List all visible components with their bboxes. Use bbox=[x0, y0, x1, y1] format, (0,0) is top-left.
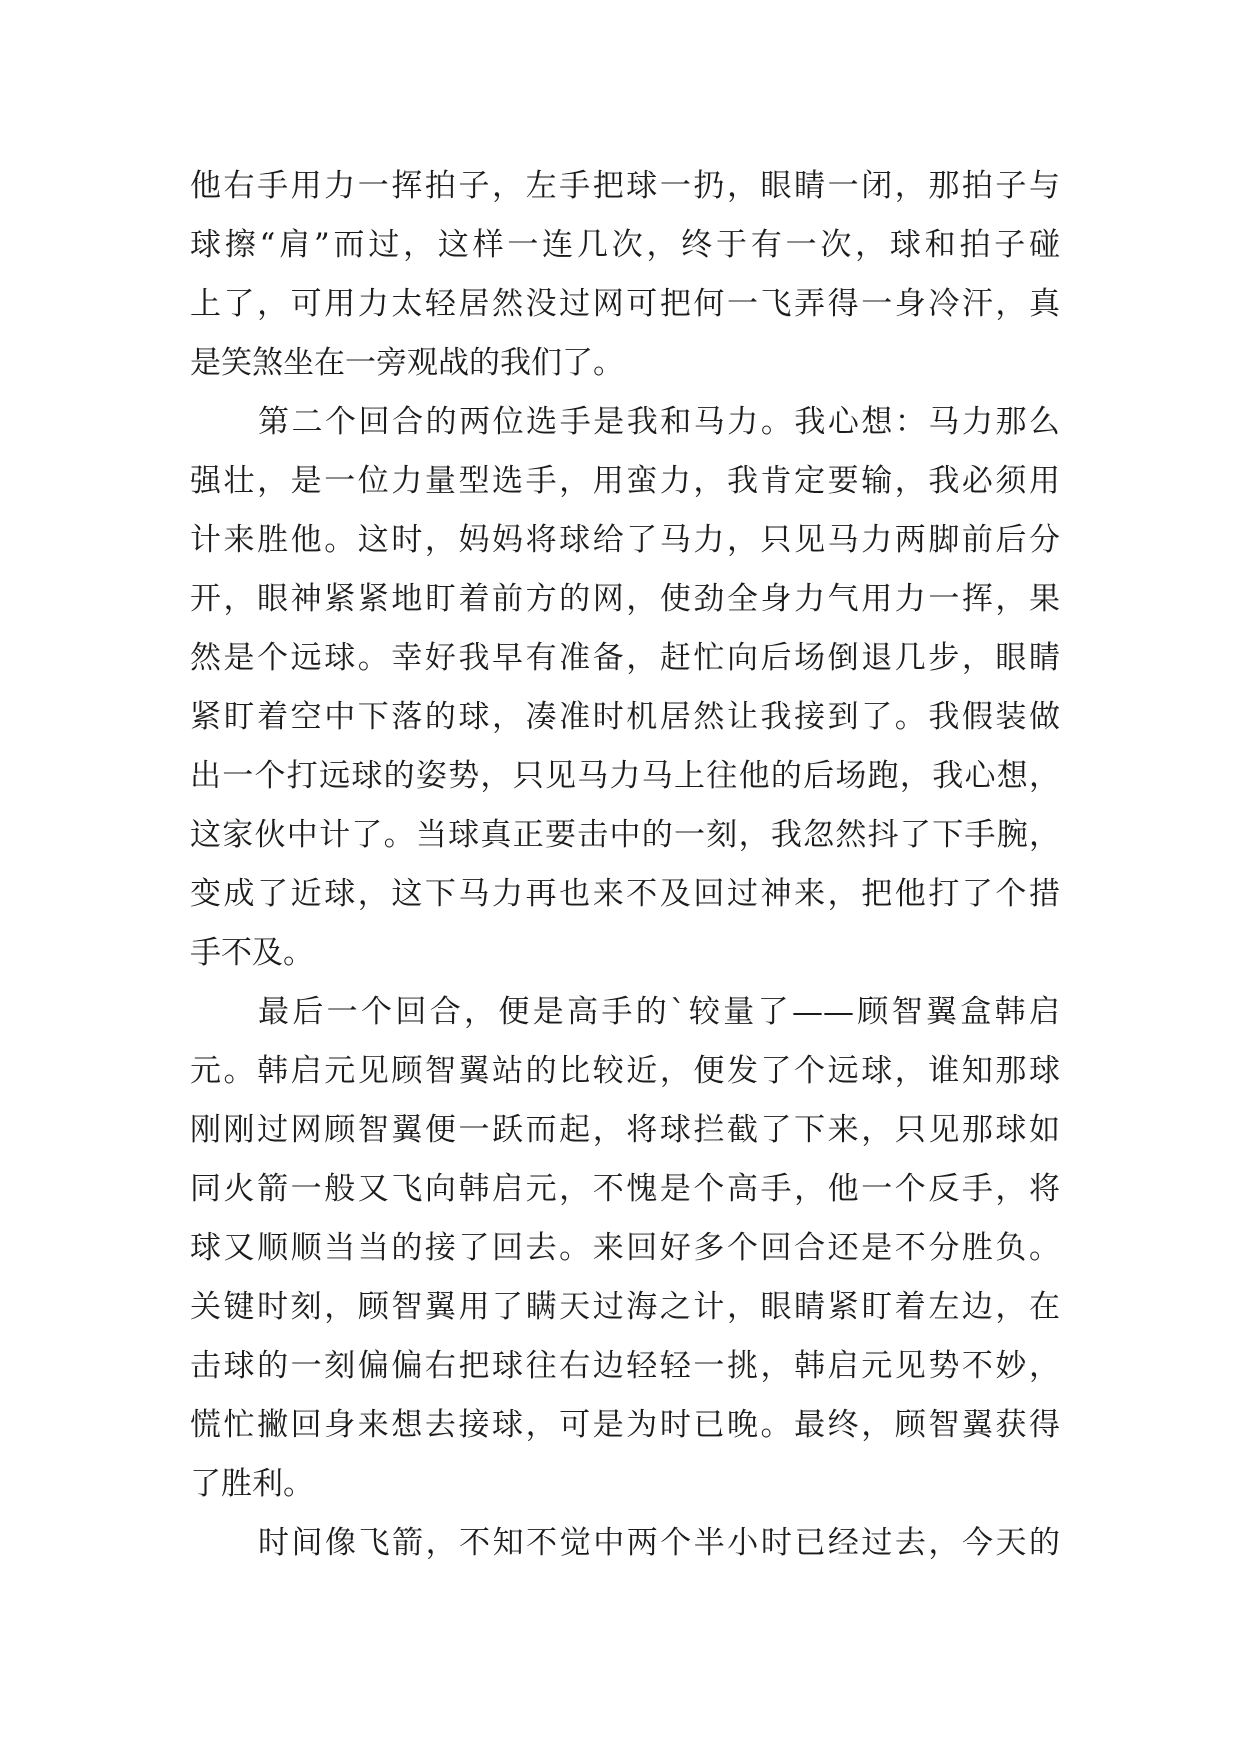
text-line: 慌忙撇回身来想去接球，可是为时已晚。最终，顾智翼获得 bbox=[190, 1407, 1060, 1443]
paragraph bbox=[190, 1514, 1060, 1573]
text-line: 计来胜他。这时，妈妈将球给了马力，只见马力两脚前后分 bbox=[190, 522, 1060, 558]
text-line: 时间像飞箭，不知不觉中两个半小时已经过去，今天的 bbox=[258, 1525, 1060, 1561]
text-line: 手不及。 bbox=[190, 935, 314, 971]
text-line: 上了，可用力太轻居然没过网可把何一飞弄得一身冷汗，真 bbox=[190, 286, 1060, 322]
text-line: 了胜利。 bbox=[190, 1466, 314, 1502]
text-line: 是笑煞坐在一旁观战的我们了。 bbox=[190, 345, 624, 381]
paragraph bbox=[190, 157, 1060, 393]
paragraph bbox=[190, 983, 1060, 1514]
text-line: 紧盯着空中下落的球，凑准时机居然让我接到了。我假装做 bbox=[190, 699, 1060, 735]
text-line: 变成了近球，这下马力再也来不及回过神来，把他打了个措 bbox=[190, 876, 1060, 912]
body-text bbox=[190, 157, 1060, 1573]
text-line: 关键时刻，顾智翼用了瞒天过海之计，眼睛紧盯着左边，在 bbox=[190, 1289, 1060, 1325]
text-line: 出一个打远球的姿势，只见马力马上往他的后场跑，我心想， bbox=[190, 758, 1060, 794]
text-line: 刚刚过网顾智翼便一跃而起，将球拦截了下来，只见那球如 bbox=[190, 1112, 1060, 1148]
text-line: 他右手用力一挥拍子，左手把球一扔，眼睛一闭，那拍子与 bbox=[190, 168, 1060, 204]
text-line: 强壮，是一位力量型选手，用蛮力，我肯定要输，我必须用 bbox=[190, 463, 1060, 499]
text-line: 开，眼神紧紧地盯着前方的网，使劲全身力气用力一挥，果 bbox=[190, 581, 1060, 617]
text-line: 这家伙中计了。当球真正要击中的一刻，我忽然抖了下手腕， bbox=[190, 817, 1060, 853]
paragraph bbox=[190, 393, 1060, 983]
text-line: 然是个远球。幸好我早有准备，赶忙向后场倒退几步，眼睛 bbox=[190, 640, 1060, 676]
text-line: 球又顺顺当当的接了回去。来回好多个回合还是不分胜负。 bbox=[190, 1230, 1060, 1266]
text-line: 同火箭一般又飞向韩启元，不愧是个高手，他一个反手，将 bbox=[190, 1171, 1060, 1207]
text-line: 最后一个回合，便是高手的`较量了——顾智翼盒韩启 bbox=[258, 994, 1060, 1030]
text-line: 第二个回合的两位选手是我和马力。我心想：马力那么 bbox=[258, 404, 1060, 440]
text-line: 球擦“肩”而过，这样一连几次，终于有一次，球和拍子碰 bbox=[190, 227, 1060, 263]
text-line: 击球的一刻偏偏右把球往右边轻轻一挑，韩启元见势不妙， bbox=[190, 1348, 1060, 1384]
text-line: 元。韩启元见顾智翼站的比较近，便发了个远球，谁知那球 bbox=[190, 1053, 1060, 1089]
